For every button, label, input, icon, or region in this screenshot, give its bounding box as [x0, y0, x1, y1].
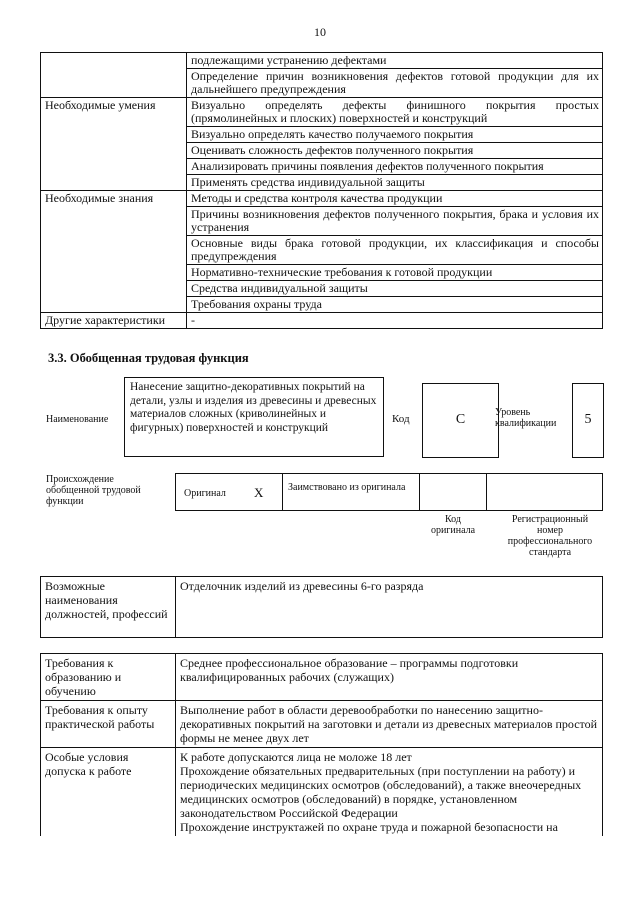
condition-medical: Прохождение обязательных предварительных (при поступлении на работу) и периодических медицинских осмотров (обследований), а также внеочередных медицинских осмотров (обследований) в порядке, установленном законодательством Российской Федерации: [180, 764, 582, 820]
original-label: Оригинал: [184, 488, 226, 499]
table-row: [41, 53, 603, 69]
positions-value: Отделочник изделий из древесины 6-го разряда: [176, 577, 603, 638]
function-name-box: Нанесение защитно-декоративных покрытий на детали, узлы и изделия из древесины и древесных материалов сложных (криволинейных и фигурных) поверхностей и конструкций: [124, 377, 384, 457]
origin-label: Происхождение обобщенной трудовой функции: [46, 474, 141, 507]
level-box: [572, 383, 604, 458]
row-value: Применять средства индивидуальной защиты: [187, 175, 603, 191]
special-conditions-value: [176, 748, 603, 837]
education-value: Среднее профессиональное образование – программы подготовки квалифицированных рабочих (служащих): [176, 654, 603, 701]
divider: [419, 474, 420, 510]
table-row: [41, 701, 603, 748]
positions-table: [40, 576, 603, 638]
table-row: [41, 98, 603, 127]
row-value: Нормативно-технические требования к готовой продукции: [187, 265, 603, 281]
row-value: подлежащими устранению дефектами: [187, 53, 603, 69]
code-original-caption: Код оригинала: [430, 514, 476, 536]
table-row: [41, 577, 603, 638]
experience-label: Требования к опыту практической работы: [41, 701, 176, 748]
origin-box: [175, 473, 603, 511]
table-row: [41, 748, 603, 837]
row-value: Причины возникновения дефектов полученного покрытия, брака и условия их устранения: [187, 207, 603, 236]
row-value: Оценивать сложность дефектов полученного покрытия: [187, 143, 603, 159]
name-label: Наименование: [46, 414, 109, 425]
row-value: Методы и средства контроля качества продукции: [187, 191, 603, 207]
level-label: Уровень квалификации: [495, 407, 557, 429]
row-value: Требования охраны труда: [187, 297, 603, 313]
row-value: Анализировать причины появления дефектов полученного покрытия: [187, 159, 603, 175]
skills-knowledge-table: [40, 52, 603, 329]
code-label: Код: [392, 413, 410, 425]
row-label: [41, 53, 187, 69]
row-value: Визуально определять качество получаемого покрытия: [187, 127, 603, 143]
row-label-skills: Необходимые умения: [41, 98, 187, 191]
row-value: Визуально определять дефекты финишного покрытия простых (прямолинейных и плоских) поверхностей и конструкций: [187, 98, 603, 127]
row-value: Средства индивидуальной защиты: [187, 281, 603, 297]
special-conditions-label: Особые условия допуска к работе: [41, 748, 176, 837]
divider: [282, 474, 283, 510]
reg-number-caption: Регистрационный номер профессионального стандарта: [507, 514, 593, 558]
borrowed-label: Заимствовано из оригинала: [288, 482, 406, 493]
condition-instructions: Прохождение инструктажей по охране труда и пожарной безопасности на: [180, 820, 558, 834]
code-box: [422, 383, 499, 458]
positions-label: Возможные наименования должностей, профессий: [41, 577, 176, 638]
page-number: 10: [314, 25, 326, 39]
row-value: -: [187, 313, 603, 329]
row-value: Определение причин возникновения дефектов готовой продукции для их дальнейшего предупреждения: [187, 69, 603, 98]
row-label: [41, 69, 187, 98]
experience-value: Выполнение работ в области деревообработки по нанесению защитно-декоративных покрытий на заготовки и детали из древесных материалов простой формы не менее двух лет: [176, 701, 603, 748]
row-label-knowledge: Необходимые знания: [41, 191, 187, 313]
original-mark: X: [254, 485, 264, 500]
table-row: [41, 654, 603, 701]
table-row: [41, 191, 603, 207]
section-title: 3.3. Обобщенная трудовая функция: [48, 351, 249, 365]
divider: [486, 474, 487, 510]
row-value: Основные виды брака готовой продукции, их классификация и способы предупреждения: [187, 236, 603, 265]
code-value: C: [455, 412, 466, 427]
table-row: [41, 69, 603, 98]
row-label-other: Другие характеристики: [41, 313, 187, 329]
table-row: [41, 313, 603, 329]
level-value: 5: [584, 412, 592, 427]
education-label: Требования к образованию и обучению: [41, 654, 176, 701]
condition-age: К работе допускаются лица не моложе 18 лет: [180, 750, 412, 764]
requirements-table: [40, 653, 603, 836]
